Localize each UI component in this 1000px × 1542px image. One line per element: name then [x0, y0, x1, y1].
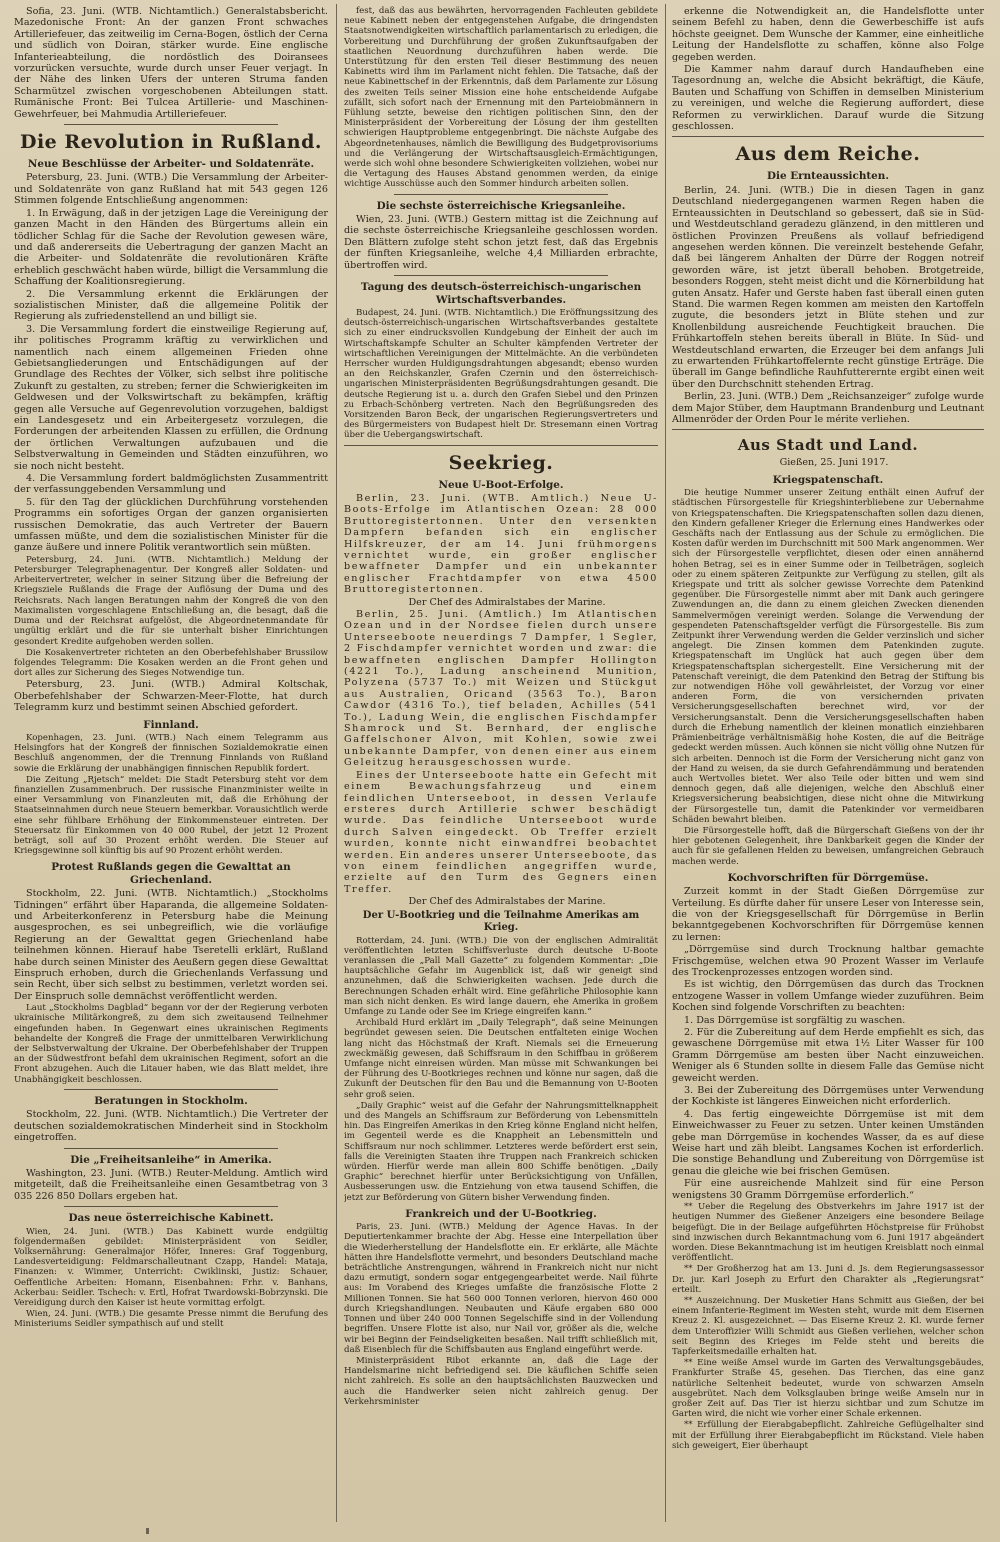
- subheadline-kriegspatenschaft: Kriegspatenschaft.: [772, 473, 884, 486]
- dateline: Gießen, 25. Juni 1917.: [779, 457, 889, 469]
- article-paragraph: „Dörrgemüse sind durch Trocknung haltbar gemachte Frischgemüse, welchen etwa 90 Prozent Wasser im Verlaufe des Trockenprozesses entzogen worden sind.: [672, 944, 984, 978]
- article-paragraph: „Daily Graphic“ weist auf die Gefahr der Nahrungsmittelknappheit und des Mangels an Schiffsraum zur Beförderung von Lebensmitteln hin. Das Eingreifen Amerikas in den Krieg könne England nicht helfen, im Gegenteil werde es die Knappheit an Lebensmitteln und Schiffsraum nur noch schlimmer. Letzteres werde befördert erst sein, falls die Vereinigten Staaten ihre Truppen nach Frankreich schicken würden. Hierfür werde man allein 800 Schiffe benötigen. „Daily Graphic“ berechnet hierfür unter Berücksichtigung von Unfällen, Ausbesserungen usw. die Entziehung von etwa tausend Schiffen, die jetzt zur Beförderung von Gütern bisher Verwendung finden.: [344, 1100, 658, 1203]
- article-paragraph: ** Auszeichnung. Der Musketier Hans Schmitt aus Gießen, der bei einem Infanterie-Regiment im Westen steht, wurde mit dem Eisernen Kreuz 2. Kl. ausgezeichnet. — Das Eiserne Kreuz 2. Kl. wurde ferner dem Unteroffizier Willi Schmidt aus Gießen verliehen, welcher schon seit Beginn des Krieges im Felde steht und bereits die Tapferkeitsmedaille erhalten hat.: [672, 1295, 984, 1357]
- headline-reiche: Aus dem Reiche.: [735, 143, 921, 166]
- article-paragraph: Budapest, 24. Juni. (WTB. Nichtamtlich.) Die Eröffnungssitzung des deutsch-österreichisch-ungarischen Wirtschaftsverbandes gestaltete sich zu einer eindrucksvollen Kundgebung der Einheit der auch im Wirtschaftskampfe Schulter an Schulter kämpfenden Vertreter der wirtschaftlichen Vereinigungen der Mittelmächte. An die verbündeten Herrscher wurden Huldigungsdrahtungen abgesandt; ebenso wurden an den Reichskanzler, Grafen Czernin und den österreichisch-ungarischen Ministerpräsidenten Begrüßungsdrahtungen gesandt. Die deutsche Regierung ist u. a. durch den Grafen Siebel und den Prinzen zu Erbach-Schönberg vertreten. Nach den Begrüßungsreden des Vorsitzenden Baron Beck, der ungarischen Regierungsvertreters und des Bürgermeisters von Budapest hielt Dr. Stresemann einen Vortrag über die Uebergangswirtschaft.: [344, 307, 658, 441]
- article-paragraph: Kopenhagen, 23. Juni. (WTB.) Nach einem Telegramm aus Helsingfors hat der Kongreß der finnischen Sozialdemokratie einen Beschluß angenommen, der die Trennung Finnlands von Rußland sowie die Erklärung der unabhängigen finnischen Republik fordert.: [14, 732, 328, 774]
- article-paragraph: ** Erfüllung der Eierabgabepflicht. Zahlreiche Geflügelhalter sind mit der Erfüllung ihrer Eierabgabepflicht im Rückstand. Viele haben sich geweigert, Eier überhaupt: [672, 1420, 984, 1451]
- article-paragraph: 3. Bei der Zubereitung des Dörrgemüses unter Verwendung der Kochkiste ist längeres Einweichen nicht erforderlich.: [672, 1085, 984, 1108]
- article-paragraph: 3. Die Versammlung fordert die einstweilige Regierung auf, ihr politisches Programm kräftig zu verwirklichen und namentlich nach einem allgemeinen Frieden ohne Gebietsangliederungen und Entschädigungen auf der Grundlage des Rechtes der Völker, sich selbst ihre politische Zukunft zu gestalten, zu streben; ferner die Schwierigkeiten im Geldwesen und der Volkswirtschaft zu bekämpfen, kräftig gegen alle Versuche auf Gegenrevolution vorzugehen, baldigst ein Landesgesetz und ein Arbeitergesetz vorzulegen, die Forderungen der arbeitenden Klassen zu erfüllen, die Ordnung der örtlichen Verwaltungen aufzubauen und die Selbstverwaltung in Gemeinden und Städten einzuführen, wo sie noch nicht besteht.: [14, 323, 328, 472]
- article-paragraph: 2. Für die Zubereitung auf dem Herde empfiehlt es sich, das gewaschene Dörrgemüse mit etwa 1½ Liter Wasser für 100 Gramm Dörrgemüse am besten über Nacht einzuweichen. Weniger als 6 Stunden sollte in diesem Falle das Gemüse nicht geweicht werden.: [672, 1027, 984, 1084]
- article-paragraph: Die Kammer nahm darauf durch Handaufheben eine Tagesordnung an, welche die Absicht bekräftigt, die Käufe, Bauten und Schaffung von Schiffen in demselben Ministerium zu vereinigen, und welche die Regierung auffordert, diese Reformen zu verwirklichen. Darauf wurde die Sitzung geschlossen.: [672, 64, 984, 133]
- article-paragraph: Wien, 24. Juni. (WTB.) Die gesamte Presse nimmt die Berufung des Ministeriums Seidler sympathisch auf und stellt: [14, 1309, 328, 1330]
- subheadline: Neue Beschlüsse der Arbeiter- und Soldatenräte.: [27, 158, 315, 171]
- divider: [394, 275, 608, 276]
- divider: [64, 1148, 278, 1149]
- headline-frankreich: Frankreich und der U-Bootkrieg.: [405, 1207, 597, 1220]
- article-paragraph: ** Ueber die Regelung des Obstverkehrs im Jahre 1917 ist der heutigen Nummer des Gießener Anzeigers eine besondere Beilage beigefügt. Die in der Beilage aufgeführten Höchstpreise für Frühobst sind inzwischen durch Bekanntmachung vom 6. Juni 1917 abgeändert worden. Diese Bekanntmachung ist im heutigen Kreisblatt noch einmal veröffentlicht.: [672, 1202, 984, 1264]
- article-paragraph: fest, daß das aus bewährten, hervorragenden Fachleuten gebildete neue Kabinett neben der entgegenstehen Aufgabe, die dringendsten Staatsnotwendigkeiten wirtschaftlich parlamentarisch zu erledigen, die Vorbereitung und Durchführung der großen Zukunftsaufgaben der staatlichen Neuordnung durchzuführen haben werde. Die Unterstützung für den ersten Teil dieser Bestimmung des neuen Kabinetts wird ihm im Parlament nicht fehlen. Die Tatsache, daß der neue Kabinettschef in der Erkenntnis, daß dem Parlamente zur Lösung des zweiten Teils seiner Mission eine hohe entscheidende Aufgabe zufällt, sich sofort nach der Ernennung mit den Parteiobmännern in Fühlung setzte, beweise den richtigen politischen Sinn, den der Ministerpräsident der Vorbereitung der Lösung der ihm gestellten schwierigen Hauptprobleme entgegenbringt. Die nächste Aufgabe des Abgeordnetenhauses, nämlich die Bewilligung des Budgetprovisoriums und die Verlängerung der Wirtschaftsausgleich-Ermächtigungen, werde sich wohl ohne besondere Schwierigkeiten vollziehen, wobei nur die Vertagung des Hauses Abstand genommen werden, da einige wichtige Ausschüsse auch den Sommer hindurch arbeiten sollen.: [344, 6, 658, 190]
- article-paragraph: Die Fürsorgestelle hofft, daß die Bürgerschaft Gießens von der ihr hier gebotenen Gelegenheit, ihre Dankbarkeit gegen die Kinder der auch für sie gefallenen Helden zu beweisen, umfangreichen Gebrauch machen werde.: [672, 825, 984, 867]
- headline-beratungen: Beratungen in Stockholm.: [94, 1094, 248, 1107]
- headline-seekrieg: Seekrieg.: [448, 451, 554, 474]
- article-paragraph: Berlin, 25. Juni. (Amtlich.) Im Atlantischen Ozean und in der Nordsee fielen durch unsere Unterseeboote neuerdings 7 Dampfer, 1 Segler, 2 Fischdampfer vernichtet worden und zwar: die bewaffneten englischen Dampfer Hollington (4221 To.), Ladung anscheinend Munition, Polyzena (5737 To.) mit Weizen und Stückgut aus Australien, Oricand (3563 To.), Baron Cawdor (4316 To.), tief beladen, Achilles (541 To.), Ladung Wein, die englischen Fischdampfer Shamrock und St. Bernhard, der englische Gaffelschoner Alvon, mit Kohlen, sowie zwei unbekannte Dampfer, von denen einer aus einem Geleitzug herausgeschossen wurde.: [344, 609, 658, 769]
- article-paragraph: Die Zeitung „Rjetsch“ meldet: Die Stadt Petersburg steht vor dem finanziellen Zusammenbruch. Der russische Finanzminister weilte in einer Versammlung von Finanzleuten mit, daß die Erhöhung der Staatseinnahmen durch neue Steuern bemerkbar. Vorausichtlich werde eine sehr fühlbare Erhöhung der Einkommensteuer eintreten. Der Steuersatz für Einkommen von 40 000 Rubel, der jetzt 12 Prozent beträgt, soll auf 30 Prozent erhöht werden. Die Steuer auf Kriegsgewinne soll künftig bis auf 90 Prozent erhöht werden.: [14, 774, 328, 857]
- article-paragraph: Wien, 23. Juni. (WTB.) Gestern mittag ist die Zeichnung auf die sechste österreichische Kriegsanleihe geschlossen worden. Den Blättern zufolge steht schon jetzt fest, daß das Ergebnis der fünften Kriegsanleihe, welche 4,4 Milliarden erbrachte, übertroffen wird.: [344, 214, 658, 271]
- article-paragraph: 1. Das Dörrgemüse ist sorgfältig zu waschen.: [684, 1014, 906, 1026]
- article-paragraph: Zurzeit kommt in der Stadt Gießen Dörrgemüse zur Verteilung. Es dürfte daher für unsere Leser von Interesse sein, die von der Kriegsgesellschaft für Dörrgemüse in Berlin bekanntgegebenen Kochvorschriften für Dörrgemüse kennen zu lernen:: [672, 886, 984, 943]
- article-paragraph: 1. In Erwägung, daß in der jetzigen Lage die Vereinigung der ganzen Macht in den Händen des Bürgertums allein ein tödlicher Schlag für die Sache der Revolution gewesen wäre, und daß andererseits die Uebertragung der ganzen Macht an die Arbeiter- und Soldatenräte die revolutionären Kräfte erheblich geschwächt haben würde, billigt die Versammlung die Schaffung der Koalitionsregierung.: [14, 207, 328, 288]
- divider: [64, 1089, 278, 1090]
- divider: [672, 429, 984, 430]
- divider: [394, 194, 608, 195]
- headline-kriegsanleihe: Die sechste österreichische Kriegsanleihe.: [376, 199, 626, 212]
- headline-finnland: Finnland.: [143, 718, 199, 731]
- article-paragraph: Stockholm, 22. Juni. (WTB. Nichtamtlich.) Die Vertreter der deutschen sozialdemokratischen Minderheit sind in Stockholm eingetroffen.: [14, 1109, 328, 1144]
- article-paragraph: Eines der Unterseeboote hatte ein Gefecht mit einem Bewachungsfahrzeug und einem feindlichen Unterseeboot, in dessen Verlaufe ersteres durch Artillerie schwer beschädigt wurde. Das feindliche Unterseeboot wurde durch Salven eingedeckt. Ob Treffer erzielt wurden, konnte nicht einwandfrei beobachtet werden. Ein anderes unserer Unterseeboote, das von einem feindlichen angegriffen wurde, erzielte auf den Turm des Gegners einen Treffer.: [344, 769, 658, 895]
- divider: [672, 136, 984, 137]
- article-paragraph: Rotterdam, 24. Juni. (WTB.) Die von der englischen Admiralität veröffentlichten letzten Schiffsverluste durch deutsche U-Boote veranlassen die „Pall Mall Gazette“ zu folgendem Kommentar: „Die hauptsächliche Gefahr im Augenblick ist, daß wir geneigt sind anzunehmen, daß die Schwierigkeiten wachsen. Jede durch die Berechnungen Schaden erhält wird. Eine gefährliche Philosophie kann man sich nicht denken. Es wird lange dauern, ehe Amerika in großem Umfange zu Lande oder See im Kriege eingreifen kann.“: [344, 935, 658, 1017]
- signature-line: Der Chef des Admiralstabes der Marine.: [408, 596, 606, 608]
- article-paragraph: ** Eine weiße Amsel wurde im Garten des Verwaltungsgebäudes, Frankfurter Straße 45, gesehen. Das Tierchen, das eine ganz natürliche Seltenheit bedeutet, wurde von schwarzen Amseln ausgebrütet. Nach dem Volksglauben bringe weiße Amseln nur in großer Zeit auf. Das Tier ist hierzu sichtbar und zum Schutze im Garten wird, die nicht wie vorher einer Schale erkennen.: [672, 1358, 984, 1420]
- article-paragraph: 4. Das fertig eingeweichte Dörrgemüse ist mit dem Einweichwasser zu Feuer zu setzen. Unter keinen Umständen gebe man Dörrgemüse in kochendes Wasser, da es auf diese Weise hart und zäh bleibt. Langsames Kochen ist erforderlich. Die sonstige Behandlung und Zubereitung von Dörrgemüse ist genau die gleiche wie bei frischen Gemüsen.: [672, 1108, 984, 1177]
- article-paragraph: 4. Die Versammlung fordert baldmöglichsten Zusammentritt der verfassunggebenden Versammlung und: [14, 473, 328, 496]
- article-paragraph: Es ist wichtig, den Dörrgemüsen das durch das Trocknen entzogene Wasser in vollem Umfange wieder zuzuführen. Beim Kochen sind folgende Vorschriften zu beachten:: [672, 979, 984, 1014]
- subheadline-doerrgemuese: Kochvorschriften für Dörrgemüse.: [727, 871, 929, 884]
- print-mark: [146, 1528, 149, 1534]
- article-paragraph: Für eine ausreichende Mahlzeit sind für eine Person wenigstens 30 Gramm Dörrgemüse erforderlich.“: [672, 1178, 984, 1201]
- article-paragraph: 5. für den Tag der glücklichen Durchführung vorstehenden Programms ein sofortiges Organ der ganzen organisierten russischen Demokratie, das auch Vertreter der Bauern umfassen müßte, und dem die sozialistischen Minister für die ganze äußere und innere Politik verantwortlich sein müßten.: [14, 496, 328, 554]
- article-paragraph: Archibald Hurd erklärt im „Daily Telegraph“, daß seine Meinungen begründet gewesen seien. Die Deutschen entfalteten einige Wochen lang nicht das Höchstmaß der Kraft. Niemals sei die Erneuerung zweckmäßig gewesen, daß Schiffsraum in den Schiffbau in größerem Umfange nicht einreisen würden. Man müsse mit Schwankungen bei der Führung des U-Bootkrieges rechnen und könne nur sagen, daß die Zukunft der Deutschen für den Bau und die Bemannung von U-Booten sehr groß seien.: [344, 1018, 658, 1100]
- headline-freiheitsanleihe: Die „Freiheitsanleihe“ in Amerika.: [70, 1153, 272, 1166]
- article-paragraph: Sofia, 23. Juni. (WTB. Nichtamtlich.) Generalstabsbericht. Mazedonische Front: An der ganzen Front schwaches Artilleriefeuer, das zeitweilig im Cerna-Bogen, östlich der Cerna und südlich von Doiran, stärker wurde. Eine englische Infanterieabteilung, die nordöstlich des Doiransees vorzurücken versuchte, wurde durch unser Feuer verjagt. In der Nähe des linken Ufers der unteren Struma fanden Scharmützel zwischen vorgeschobenen Abteilungen statt. Rumänische Front: Bei Tulcea Artillerie- und Maschinen-Gewehrfeuer, bei Mahmudia Artilleriefeuer.: [14, 6, 328, 120]
- article-paragraph: Die heutige Nummer unserer Zeitung enthält einen Aufruf der städtischen Fürsorgestelle für Kriegshinterbliebene zur Uebernahme von Kriegspatenschaften. Die Kriegspatenschaften sollen dazu dienen, den Kindern gefallener Krieger die Erlernung eines Handwerkes oder Geschäfts nach der Entlassung aus der Schule zu ermöglichen. Die Kosten dafür werden im Durchschnitt mit 500 Mark angenommen. Wer sich der Fürsorgestelle verpflichtet, diesen oder einen annähernd hohen Betrag, sei es in einer Summe oder in Teilbeträgen, sogleich oder zu einem späteren Zeitpunkte zur Verfügung zu stellen, gilt als Kriegspate und tritt als solcher gewisse Vorrechte dem Patenkind gegenüber. Die Fürsorgestelle nimmt aber mit Dank auch geringere Zuwendungen an, die dann zu einem gleichen Zwecken dienenden Sammelvermögen vereinigt werden. Solange die Verwendung der gespendeten Patenschaftsgelder verfügt die Fürsorgestelle. Bis zum Zeitpunkt ihrer Verwendung werden die Gelder verzinslich und sicher angelegt. Die Zinsen kommen dem Patenkinden zugute. Kriegspatenschaft im Unglück hat auch gegen über dem Kriegspatenschaftsplan sichergestellt. Eine Versicherung mit der Patenschaft vereinigt, die dem Patenkind den Betrag der Stiftung bis zur notwendigen Höhe voll gewährleistet, der Vorzug vor einer anderen Form, die von versichernden privaten Versicherungsgesellschaften berechnet wird, vor der Versicherungsanstalt. Denn die Versicherungsgesellschaften haben durch die Erhebung namentlich der kleinen monatlich einziehbaren Prämienbeiträge verhältnismäßig hohe Kosten, die auf die Beiträge gedeckt werden müssen. Auch können sie nicht völlig ohne Nutzen für sich arbeiten. Dennoch ist die Form der Versicherung nicht ganz von der Hand zu weisen, da sie durch Gefahrendämmung und beratenden auch Wertvolles bietet. Wer also Teile oder bitten und wem sind dennoch gegen, daß alle diejenigen, welche den Abschluß einer Kriegsversicherung beabsichtigen, diese nicht ohne die Mitwirkung der Fürsorgestelle tun, damit die Patenkinder vor vermeidbaren Schäden bewahrt bleiben.: [672, 488, 984, 825]
- column-1: [14, 6, 328, 1524]
- subheadline-ernte: Die Ernteaussichten.: [767, 170, 889, 183]
- article-paragraph: 2. Die Versammlung erkennt die Erklärungen der sozialistischen Minister, daß die allgemeine Politik der Regierung als zufriedenstellend an und billigt sie.: [14, 288, 328, 323]
- article-paragraph: Paris, 23. Juni. (WTB.) Meldung der Agence Havas. In der Deputiertenkammer brachte der Abg. Hesse eine Interpellation über die Wiederherstellung der Handelsflotte ein. Er erklärte, alle Mächte hätten ihre Handelsflotte vermehrt, und besonders Deutschland mache beträchtliche Anstrengungen, während in Frankreich nicht nur nicht dazu ermutigt, sondern sogar entgegengearbeitet werde. Nail führte aus: Im Vorabend des Krieges umfaßte die französische Flotte 2 Millionen Tonnen. Sie hat 560 000 Tonnen verloren, hiervon 460 000 durch Kriegshandlungen. Neubauten und Käufe ergaben 680 000 Tonnen und über 240 000 Tonnen Segelschiffe sind in der Vollendung begriffen. Unsere Flotte ist also, nur Nail vor, größer als die, welche wir bei Beginn der Feindseligkeiten besaßen. Nail trifft schließlich mit, daß Eisenblech für die Schiffsbauten aus England eingeführt werde.: [344, 1222, 658, 1355]
- signature-line: Der Chef des Admiralstabes der Marine.: [408, 896, 606, 908]
- column-rule-left: [336, 4, 337, 1522]
- column-rule-right: [665, 4, 666, 1522]
- article-paragraph: Berlin, 24. Juni. (WTB.) Die in diesen Tagen in ganz Deutschland niedergegangenen warmen Regen haben die Ernteaussichten in Deutschland so gebessert, daß sie in Süd- und Westdeutschland geradezu glänzend, in den mittleren und östlichen Provinzen Preußens als vollauf befriedigend angesehen werden können. Die vereinzelt bestehende Gefahr, daß bei längerem Anhalten der Dürre der Roggen notreif geworden wäre, ist jetzt überall behoben. Brotgetreide, besonders Roggen, steht meist dicht und die Körnerbildung hat guten Ansatz. Hafer und Gerste haben fast überall einen guten Stand. Die warmen Regen kommen am meisten den Kartoffeln zugute, die besonders jetzt in Blüte stehen und zur Knollenbildung ausreichende Feuchtigkeit brauchen. Die Frühkartoffeln stehen bereits überall in Blüte. In Süd- und Westdeutschland erwarten, die Erzeuger bei dem anfangs Juli zu erwartenden Frühkartoffelernte recht günstige Erträge. Die überall im Gange befindliche Rauhfutterernte ergibt einen weit über den Durchschnitt stehenden Ertrag.: [672, 184, 984, 390]
- article-paragraph: Laut „Stockholms Dagblad“ begann vor der der Regierung verboten ukrainische Militärkongreß, zu dem sich zweitausend Teilnehmer eingefunden haben. In Gegenwart eines ukrainischen Regiments behandelte der Kongreß die Frage der unmittelbaren Verwirklichung der Selbstverwaltung der Ukraine. Der Oberbefehlshaber der Truppen an der Südwestfront befahl dem ukrainischen Regiment, sofort an die Front abzugehen. Auch die Litauer haben, wie das Blatt meldet, ihre Unabhängigkeit beschlossen.: [14, 1003, 328, 1085]
- article-paragraph: Berlin, 23. Juni. (WTB. Amtlich.) Neue U-Boots-Erfolge im Atlantischen Ozean: 28 000 Bruttoregistertonnen. Unter den versenkten Dampfern befanden sich ein englischer Hilfskreuzer, der am 14. Juni frühmorgens vernichtet wurde, ein großer englischer bewaffneter Dampfer und ein unbekannter englischer Frachtdampfer von etwa 4500 Bruttoregistertonnen.: [344, 492, 658, 596]
- subheadline-uboot: Neue U-Boot-Erfolge.: [438, 478, 564, 491]
- column-2: [344, 6, 658, 1524]
- headline-kabinett: Das neue österreichische Kabinett.: [68, 1212, 274, 1225]
- divider: [64, 1206, 278, 1207]
- headline-protest: Protest Rußlands gegen die Gewalttat an Griechenland.: [51, 861, 291, 886]
- article-paragraph: Ministerpräsident Ribot erkannte an, daß die Lage der Handelsmarine nicht befriedigend sei. Die käuflichen Schiffe seien nicht zahlreich. Es solle an den hauptsächlichsten Bauzwecken und auch die Handwerker seien nicht zahlreich genug. Der Verkehrsminister: [344, 1355, 658, 1407]
- article-paragraph: Petersburg, 23. Juni. (WTB.) Die Versammlung der Arbeiter- und Soldatenräte von ganz Rußland hat mit 543 gegen 126 Stimmen folgende Entschließung angenommen:: [14, 172, 328, 207]
- divider: [344, 445, 658, 446]
- article-paragraph: Petersburg, 24. Juni. (WTB. Nichtamtlich.) Meldung der Petersburger Telegraphenagentur. Der Kongreß aller Soldaten- und Arbeitervertreter, welcher in seiner Sitzung über die Befreiung der Kriegsziele Rußlands die Frage der Auflösung der Duma und des Reichsrats. Nach langen Beratungen nahm der Kongreß die von den Maximalisten vorgeschlagene Entschließung an, die besagt, daß die Duma und der Reichsrat aufgelöst, die Abgeordnetenmandate für ungültig erklärt und die für sie unterhalt bisher Einrichtungen gesondert Kredite aufgehoben werden sollen.: [14, 554, 328, 647]
- headline-tagung: Tagung des deutsch-österreichisch-ungarischen Wirtschaftsverbandes.: [360, 281, 642, 306]
- headline-amerika: Der U-Bootkrieg und die Teilnahme Amerikas am Krieg.: [362, 909, 640, 933]
- article-paragraph: Washington, 23. Juni. (WTB.) Reuter-Meldung. Amtlich wird mitgeteilt, daß die Freiheitsanleihe einen Gesamtbetrag von 3 035 226 850 Dollars ergeben hat.: [14, 1167, 328, 1202]
- article-paragraph: Stockholm, 22. Juni. (WTB. Nichtamtlich.) „Stockholms Tidningen“ erfährt über Haparanda, die allgemeine Soldaten- und Arbeiterkonferenz in Petersburg habe die Meinung ausgesprochen, es sei unbegreiflich, wie die vorläufige Regierung an der Gewalttat gegen Griechenland habe teilnehmen können. Hierauf habe Tseretelli erklärt, Rußland habe durch seinen Minister des Aeußern gegen diese Gewalttat Einspruch erhoben, durch die Griechenlands Verfassung und sein Recht, über sich selbst zu bestimmen, verletzt worden sei. Der Einspruch solle demnächst veröffentlicht werden.: [14, 888, 328, 1002]
- article-paragraph: Die Kosakenvertreter richteten an den Oberbefehlshaber Brussilow folgendes Telegramm: Die Kosaken werden an die Front gehen und dort alles zur Sicherung des Sieges Notwendige tun.: [14, 647, 328, 679]
- article-paragraph: Berlin, 23. Juni. (WTB.) Dem „Reichsanzeiger“ zufolge wurde dem Major Stüber, dem Hauptmann Brandenburg und Leutnant Allmenröder der Orden Pour le mérite verliehen.: [672, 391, 984, 425]
- article-paragraph: erkenne die Notwendigkeit an, die Handelsflotte unter seinem Befehl zu haben, denn die Gewerbeschiffe ist aufs höchste geeignet. Dem Wunsche der Kammer, eine einheitliche Leitung der Handelsflotte zu schaffen, könne also Folge gegeben werden.: [672, 6, 984, 63]
- article-paragraph: Petersburg, 23. Juni. (WTB.) Admiral Koltschak, Oberbefehlshaber der Schwarzen-Meer-Flotte, hat durch Telegramm kurz und bestimmt seinen Abschied gefordert.: [14, 679, 328, 714]
- article-paragraph: Wien, 24. Juni. (WTB.) Das Kabinett wurde endgültig folgendermaßen gebildet: Ministerpräsident von Seidler, Volksernährung: Generalmajor Höfer, Inneres: Graf Toggenburg, Landesverteidigung: Feldmarschalleutnant Czapp, Handel: Mataja, Finanzen: v. Wimmer, Unterricht: Cwiklinski, Justiz: Schauer, Oeffentliche Arbeiten: Homann, Eisenbahnen: Frhr. v. Banhans, Ackerbau: Seidler. Tschech: v. Ertl, Hofrat Twardowski-Bobrzynski. Die Vereidigung durch den Kaiser ist heute vormittag erfolgt.: [14, 1226, 328, 1308]
- headline-revolution: Die Revolution in Rußland.: [19, 131, 323, 154]
- divider: [64, 124, 278, 125]
- column-3: [672, 6, 984, 1524]
- headline-stadt-land: Aus Stadt und Land.: [737, 436, 919, 455]
- article-paragraph: ** Der Großherzog hat am 13. Juni d. Js. dem Regierungsassessor Dr. jur. Karl Joseph zu Erfurt den Charakter als „Regierungsrat“ erteilt.: [672, 1264, 984, 1295]
